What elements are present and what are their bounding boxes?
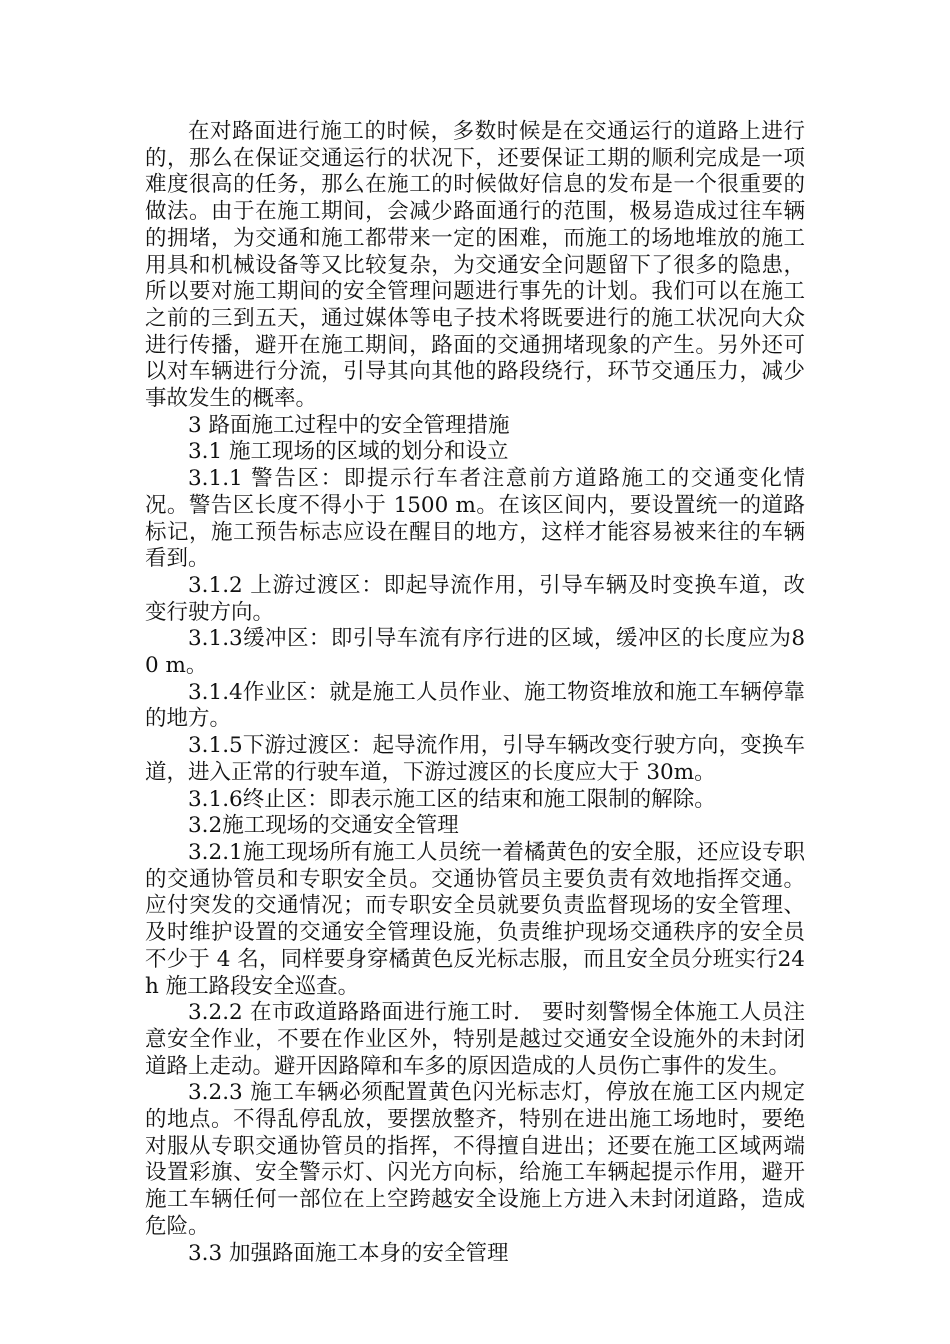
paragraph-3-1-6: 3.1.6终止区：即表示施工区的结束和施工限制的解除。 xyxy=(188,786,716,812)
paragraph-3-2-1: 3.2.1施工现场所有施工人员统一着橘黄色的安全服，还应设专职的交通协管员和专职安全员。交通协管员主要负责有效地指挥交通。应付突发的交通情况；而专职安全员就要负责监督现场的安全管理、及时维护设置的交通安全管理设施，负责维护现场交通秩序的安全员不少于 4 名，同样要身穿橘黄色反光标志服，而且安全员分班实行24 h 施工路段安全巡查。 xyxy=(145,839,805,999)
section-heading-3-3: 3.3 加强路面施工本身的安全管理 xyxy=(188,1240,509,1266)
paragraph-3-2-3: 3.2.3 施工车辆必须配置黄色闪光标志灯，停放在施工区内规定的地点。不得乱停乱放，要摆放整齐，特别在进出施工场地时，要绝对服从专职交通协管员的指挥，不得擅自进出；还要在施工区域两端设置彩旗、安全警示灯、闪光方向标，给施工车辆起提示作用，避开施工车辆任何一部位在上空跨越安全设施上方进入未封闭道路，造成危险。 xyxy=(145,1080,805,1239)
paragraph-3-1-1: 3.1.1 警告区：即提示行车者注意前方道路施工的交通变化情况。警告区长度不得小于 1500 m。在该区间内，要设置统一的道路标记，施工预告标志应设在醒目的地方，这样才能容易被来往的车辆看到。 xyxy=(145,466,805,572)
paragraph-intro: 在对路面进行施工的时候，多数时候是在交通运行的道路上进行的，那么在保证交通运行的状况下，还要保证工期的顺利完成是一项难度很高的任务，那么在施工的时候做好信息的发布是一个很重要的做法。由于在施工期间，会减少路面通行的范围，极易造成过往车辆的拥堵，为交通和施工都带来一定的困难，而施工的场地堆放的施工用具和机械设备等又比较复杂，为交通安全问题留下了很多的隐患，所以要对施工期间的安全管理问题进行事先的计划。我们可以在施工之前的三到五天，通过媒体等电子技术将既要进行的施工状况向大众进行传播，避开在施工期间，路面的交通拥堵现象的产生。另外还可以对车辆进行分流，引导其向其他的路段绕行，环节交通压力，减少事故发生的概率。 xyxy=(145,119,805,412)
paragraph-3-1-5: 3.1.5下游过渡区：起导流作用，引导车辆改变行驶方向，变换车道，进入正常的行驶车道，下游过渡区的长度应大于 30m。 xyxy=(145,733,805,785)
paragraph-3-2-2: 3.2.2 在市政道路路面进行施工时． 要时刻警惕全体施工人员注意安全作业，不要在作业区外，特别是越过交通安全设施外的未封闭道路上走动。避开因路障和车多的原因造成的人员伤亡事件的发生。 xyxy=(145,1000,805,1079)
paragraph-3-1-4: 3.1.4作业区：就是施工人员作业、施工物资堆放和施工车辆停靠的地方。 xyxy=(145,679,805,732)
document-body xyxy=(145,119,805,1267)
section-heading-3: 3 路面施工过程中的安全管理措施 xyxy=(188,412,510,438)
section-heading-3-2: 3.2施工现场的交通安全管理 xyxy=(188,813,459,839)
paragraph-3-1-3: 3.1.3缓冲区：即引导车流有序行进的区域，缓冲区的长度应为80 m。 xyxy=(145,626,805,679)
section-heading-3-1: 3.1 施工现场的区域的划分和设立 xyxy=(188,439,509,465)
paragraph-3-1-2: 3.1.2 上游过渡区：即起导流作用，引导车辆及时变换车道，改变行驶方向。 xyxy=(145,572,805,625)
